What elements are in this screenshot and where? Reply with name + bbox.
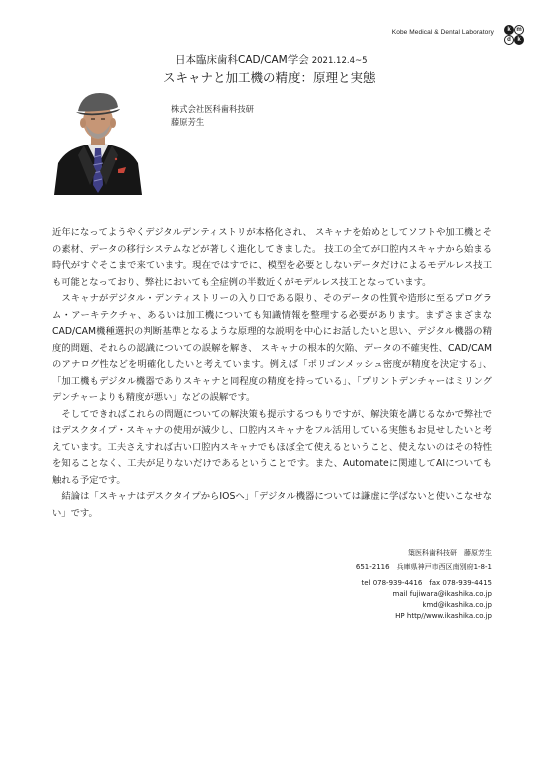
speaker-company: 株式会社医科歯科技研: [171, 104, 254, 114]
contact-address: 651-2116 兵庫県神戸市西区南別府1-8-1: [355, 563, 492, 571]
conference-name: 日本臨床歯科CAD/CAM学会: [175, 54, 309, 66]
lab-name: Kobe Medical & Dental Laboratory: [391, 29, 494, 36]
speaker-photo: [52, 85, 144, 195]
contact-mail-1: mail fujiwara@ikashika.co.jp: [392, 590, 492, 598]
conference-date: 2021.12.4~5: [311, 56, 368, 66]
lab-logo-icon: [504, 25, 524, 45]
abstract-paragraph: 近年になってようやくデジタルデンティストリが本格化され、 スキャナを始めとしてソフトや加工機とその素材、データの移行システムなどが著しく進化してきました。 技工の全てが口腔内スキャナから始まる時代がすぐそこまで来ています。現在ではすでに、模型を必要としないデータだけによるモデルレス技工も可能となっており、弊社においても全症例の半数近くがモデルレス技工となっています。: [52, 227, 492, 288]
logo-letter: k: [504, 25, 514, 35]
contact-tel-fax: tel 078-939-4416 fax 078-939-4415: [361, 579, 492, 587]
contact-mail-2: kmd@ikashika.co.jp: [422, 601, 492, 609]
contact-homepage: HP http//www.ikashika.co.jp: [395, 612, 492, 620]
speaker-name: 藤原芳生: [171, 117, 205, 127]
logo-letter: k: [514, 35, 524, 45]
abstract-body: [52, 225, 492, 522]
speaker-affiliation: [171, 103, 254, 129]
abstract-paragraph: スキャナがデジタル・デンティストリーの入り口である限り、そのデータの性質や造形に至るプログラム・アーキテクチャ、あるいは加工機についても知識情報を整理する必要があります。まずさまざまなCAD/CAM機種選択の判断基準となるような原理的な説明を中心にお話したいと思い、デジタル機器の精度的問題、それらの認識についての誤解を解き、 スキャナの根本的欠陥、データの不確実性、CAD/CAMのアナログ性などを明確化したいと考えています。例えば「ポリゴンメッシュ密度が精度を決定する」、「加工機もデジタル機器でありスキャナと同程度の精度を持っている」、「プリントデンチャーはミリングデンチャーよりも精度が悪い」などの誤解です。: [52, 293, 492, 403]
logo-letter: d: [504, 35, 514, 45]
conference-heading: [175, 52, 368, 67]
abstract-paragraph: 結論は「スキャナはデスクタイプからIOSへ」「デジタル機器については謙虚に学ばないと使いこなせない」です。: [52, 491, 492, 519]
contact-block: [356, 548, 492, 622]
contact-org-person: 𥱋医科歯科技研 藤原芳生: [408, 549, 492, 557]
talk-title: スキャナと加工機の精度：原理と実態: [163, 70, 376, 85]
abstract-paragraph: そしてできればこれらの問題についての解決策も提示するつもりですが、解決策を講じるなかで弊社ではデスクタイプ・スキャナの使用が減少し、口腔内スキャナをフル活用している実態もお見せしたいと考えています。工夫さえすれば古い口腔内スキャナでもほぼ全て使えるということ、使えないのはその特性を知ることなく、工夫が足りないだけであるということです。また、Automateに関連してAIについても触れる予定です。: [52, 408, 492, 486]
logo-letter: m: [514, 25, 524, 35]
